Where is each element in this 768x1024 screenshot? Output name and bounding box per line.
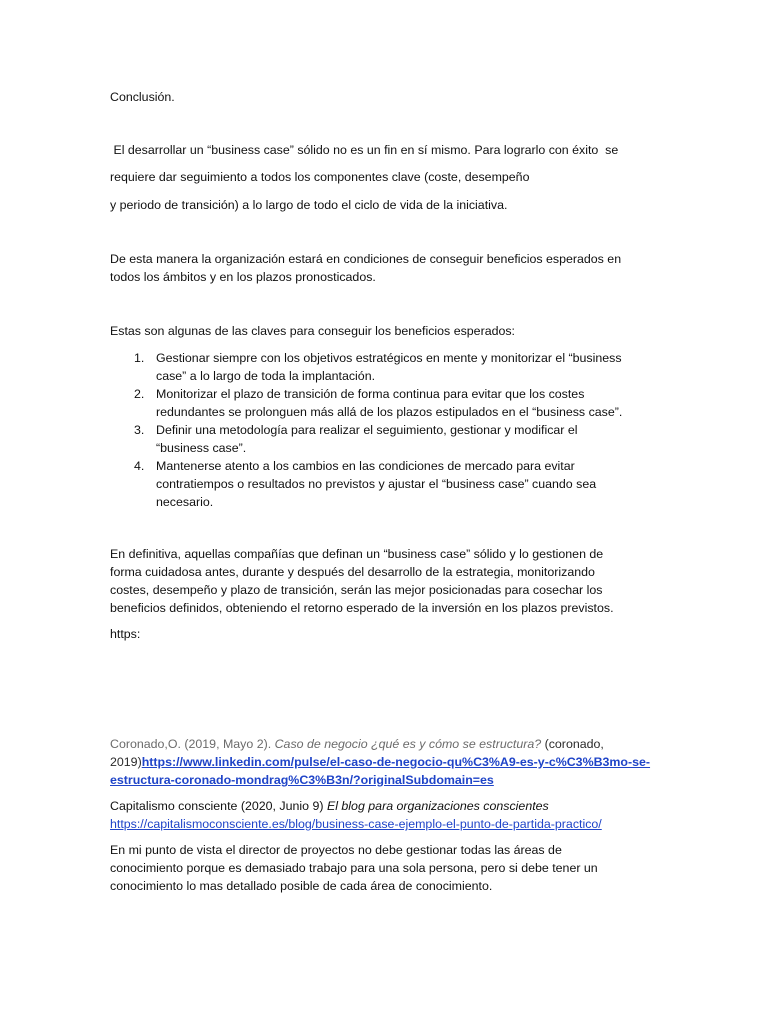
paragraph-line: conocimiento porque es demasiado trabajo para una sola persona, pero si debe tener un [110,861,598,875]
reference-citation: (coronado, [541,737,604,751]
list-number: 1. [134,351,145,365]
reference-capitalismo [110,797,655,833]
intro-line-1: El desarrollar un “business case” sólido no es un fin en sí mismo. Para lograrlo con éxito se [110,143,619,157]
list-line: Monitorizar el plazo de transición de forma continua para evitar que los costes [156,387,585,401]
reference-line [110,797,655,815]
reference-line [110,735,655,753]
reference-title: Caso de negocio ¿qué es y cómo se estructura? [274,737,542,751]
list-number: 4. [134,459,145,473]
reference-line [110,753,655,771]
list-line: case” a lo largo de toda la implantación. [156,369,376,383]
list-line: “business case”. [156,441,247,455]
list-item [110,385,655,421]
list-line: Mantenerse atento a los cambios en las condiciones de mercado para evitar [156,459,575,473]
reference-author: Capitalismo consciente (2020, Junio 9) [110,799,327,813]
list-item [110,457,655,511]
paragraph-line: conocimiento lo mas detallado posible de cada área de conocimiento. [110,879,493,893]
list-line: necesario. [156,495,214,509]
reference-line [110,771,655,789]
reference-author: Coronado,O. (2019, Mayo 2). [110,737,275,751]
reference-title: El blog para organizaciones conscientes [326,799,549,813]
paragraph-line: costes, desempeño y plazo de transición, serán las mejor posicionadas para cosechar los [110,583,603,597]
reference-link[interactable]: https://www.linkedin.com/pulse/el-caso-de-negocio-qu%C3%A9-es-y-c%C3%B3mo-se- [141,755,651,769]
conclusion-heading: Conclusión. [110,90,175,104]
paragraph-line: De esta manera la organización estará en condiciones de conseguir beneficios esperados en [110,252,622,266]
list-line: redundantes se prolonguen más allá de los plazos estipulados en el “business case”. [156,405,623,419]
list-item [110,421,655,457]
reference-citation-year: 2019) [110,755,142,769]
intro-line-2: requiere dar seguimiento a todos los componentes clave (coste, desempeño [110,170,530,184]
reference-link-continued[interactable]: estructura-coronado-mondrag%C3%B3n/?originalSubdomain=es [110,773,494,787]
paragraph-line: beneficios definidos, obteniendo el retorno esperado de la inversión en los plazos previstos. [110,601,614,615]
paragraph-opinion [110,841,655,895]
paragraph-line: En definitiva, aquellas compañías que definan un “business case” sólido y lo gestionen de [110,547,604,561]
paragraph-conclusion [110,545,655,617]
reference-link[interactable]: https://capitalismoconsciente.es/blog/business-case-ejemplo-el-punto-de-partida-practico/ [110,817,602,831]
paragraph-line: forma cuidadosa antes, durante y después del desarrollo de la estrategia, monitorizando [110,565,595,579]
reference-line [110,815,655,833]
list-number: 3. [134,423,145,437]
keys-intro: Estas son algunas de las claves para conseguir los beneficios esperados: [110,324,516,338]
list-number: 2. [134,387,145,401]
list-item [110,349,655,385]
list-line: contratiempos o resultados no previstos y ajustar el “business case” cuando sea [156,477,597,491]
reference-coronado [110,735,655,789]
paragraph-line: todos los ámbitos y en los plazos pronosticados. [110,270,376,284]
https-label: https: [110,627,141,641]
paragraph-organization [110,250,655,286]
list-line: Definir una metodología para realizar el seguimiento, gestionar y modificar el [156,423,578,437]
keys-list [110,349,655,511]
intro-line-3: y periodo de transición) a lo largo de todo el ciclo de vida de la iniciativa. [110,198,508,212]
paragraph-line: En mi punto de vista el director de proyectos no debe gestionar todas las áreas de [110,843,562,857]
list-line: Gestionar siempre con los objetivos estratégicos en mente y monitorizar el “business [156,351,622,365]
